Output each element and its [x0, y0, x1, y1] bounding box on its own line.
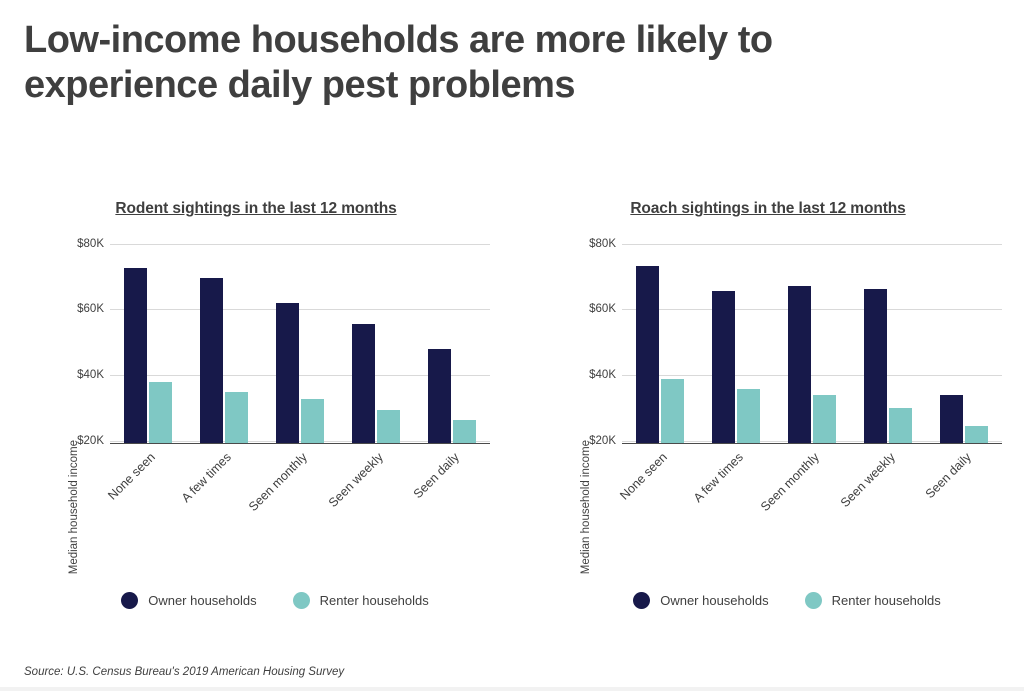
- bar-renter[interactable]: [377, 410, 400, 443]
- bar-group: [262, 245, 338, 443]
- y-tick-label: $60K: [589, 303, 616, 315]
- legend-item-renter[interactable]: [805, 592, 941, 609]
- bar-group: [414, 245, 490, 443]
- bar-group: [338, 245, 414, 443]
- bar-group: [186, 245, 262, 443]
- axis-area-roach: [589, 238, 1002, 447]
- y-tick-label: $80K: [77, 238, 104, 250]
- source-note: Source: U.S. Census Bureau's 2019 American Housing Survey: [24, 666, 345, 678]
- bar-owner[interactable]: [788, 286, 811, 443]
- x-axis-line: [110, 443, 490, 445]
- y-axis-label-text: Median household income: [580, 440, 592, 575]
- bar-group: [774, 245, 850, 443]
- bar-owner[interactable]: [940, 395, 963, 443]
- y-axis-label-roach: [568, 244, 592, 575]
- x-tick-labels-roach: [617, 448, 1002, 518]
- x-tick: [922, 448, 1002, 518]
- bar-group: [926, 245, 1002, 443]
- charts-container: [0, 200, 1024, 608]
- legend-label-owner: Owner households: [148, 593, 257, 608]
- x-tick: [245, 448, 338, 518]
- x-tick-label: Seen monthly: [245, 450, 310, 514]
- x-tick-label: None seen: [617, 450, 670, 503]
- axis-area-rodent: [77, 238, 490, 447]
- y-tick-label: $80K: [589, 238, 616, 250]
- y-tick-label: $20K: [589, 435, 616, 447]
- y-axis-label-rodent: [56, 244, 80, 575]
- bar-renter[interactable]: [661, 379, 684, 443]
- x-tick: [617, 448, 698, 518]
- bar-owner[interactable]: [352, 324, 375, 443]
- bar-group: [110, 245, 186, 443]
- bar-group: [850, 245, 926, 443]
- bar-renter[interactable]: [301, 399, 324, 443]
- legend-swatch-renter-icon: [805, 592, 822, 609]
- x-tick-label: A few times: [690, 450, 746, 506]
- legend-swatch-owner-icon: [633, 592, 650, 609]
- legend-label-renter: Renter households: [319, 593, 429, 608]
- bar-owner[interactable]: [124, 268, 147, 443]
- x-tick-label: Seen weekly: [325, 450, 386, 511]
- y-axis-label-text: Median household income: [68, 440, 80, 575]
- legend-item-renter[interactable]: [293, 592, 429, 609]
- bar-owner[interactable]: [428, 349, 451, 443]
- bar-owner[interactable]: [276, 303, 299, 443]
- y-tick-label: $60K: [77, 303, 104, 315]
- x-tick: [105, 448, 186, 518]
- legend-roach: [572, 592, 1002, 609]
- legend-item-owner[interactable]: [633, 592, 768, 609]
- legend-label-renter: Renter households: [831, 593, 941, 608]
- legend-label-owner: Owner households: [660, 593, 769, 608]
- x-tick-label: Seen weekly: [837, 450, 898, 511]
- x-axis-line: [622, 443, 1002, 445]
- bar-group: [698, 245, 774, 443]
- bar-groups-roach: [622, 245, 1002, 443]
- bottom-divider: [0, 687, 1024, 691]
- bar-groups-rodent: [110, 245, 490, 443]
- chart-title-rodent: Rodent sightings in the last 12 months: [115, 200, 397, 217]
- x-tick: [757, 448, 850, 518]
- bar-renter[interactable]: [737, 389, 760, 443]
- y-tick-label: $40K: [77, 369, 104, 381]
- bar-renter[interactable]: [225, 392, 248, 443]
- x-tick: [410, 448, 490, 518]
- x-tick: [837, 448, 926, 518]
- page-title: Low-income households are more likely to experience daily pest problems: [24, 19, 773, 106]
- x-tick-label: Seen daily: [922, 450, 974, 502]
- x-tick-label: A few times: [178, 450, 234, 506]
- bar-renter[interactable]: [965, 426, 988, 443]
- x-tick-labels-rodent: [105, 448, 490, 518]
- y-tick-label: $20K: [77, 435, 104, 447]
- x-tick-label: Seen daily: [410, 450, 462, 502]
- y-tick-label: $40K: [589, 369, 616, 381]
- legend-item-owner[interactable]: [121, 592, 256, 609]
- legend-swatch-owner-icon: [121, 592, 138, 609]
- x-tick-label: None seen: [105, 450, 158, 503]
- bar-owner[interactable]: [864, 289, 887, 443]
- bar-owner[interactable]: [636, 266, 659, 443]
- x-tick: [325, 448, 414, 518]
- chart-title-roach: Roach sightings in the last 12 months: [630, 200, 906, 217]
- bar-owner[interactable]: [200, 278, 223, 443]
- chart-panel-rodent: [0, 200, 512, 608]
- bar-renter[interactable]: [149, 382, 172, 443]
- bar-renter[interactable]: [453, 420, 476, 443]
- legend-swatch-renter-icon: [293, 592, 310, 609]
- chart-panel-roach: [512, 200, 1024, 608]
- bar-owner[interactable]: [712, 291, 735, 443]
- bar-renter[interactable]: [813, 395, 836, 443]
- bar-group: [622, 245, 698, 443]
- bar-renter[interactable]: [889, 408, 912, 443]
- plot-area-rodent: [60, 238, 490, 575]
- x-tick-label: Seen monthly: [757, 450, 822, 514]
- legend-rodent: [60, 592, 490, 609]
- plot-area-roach: [572, 238, 1002, 575]
